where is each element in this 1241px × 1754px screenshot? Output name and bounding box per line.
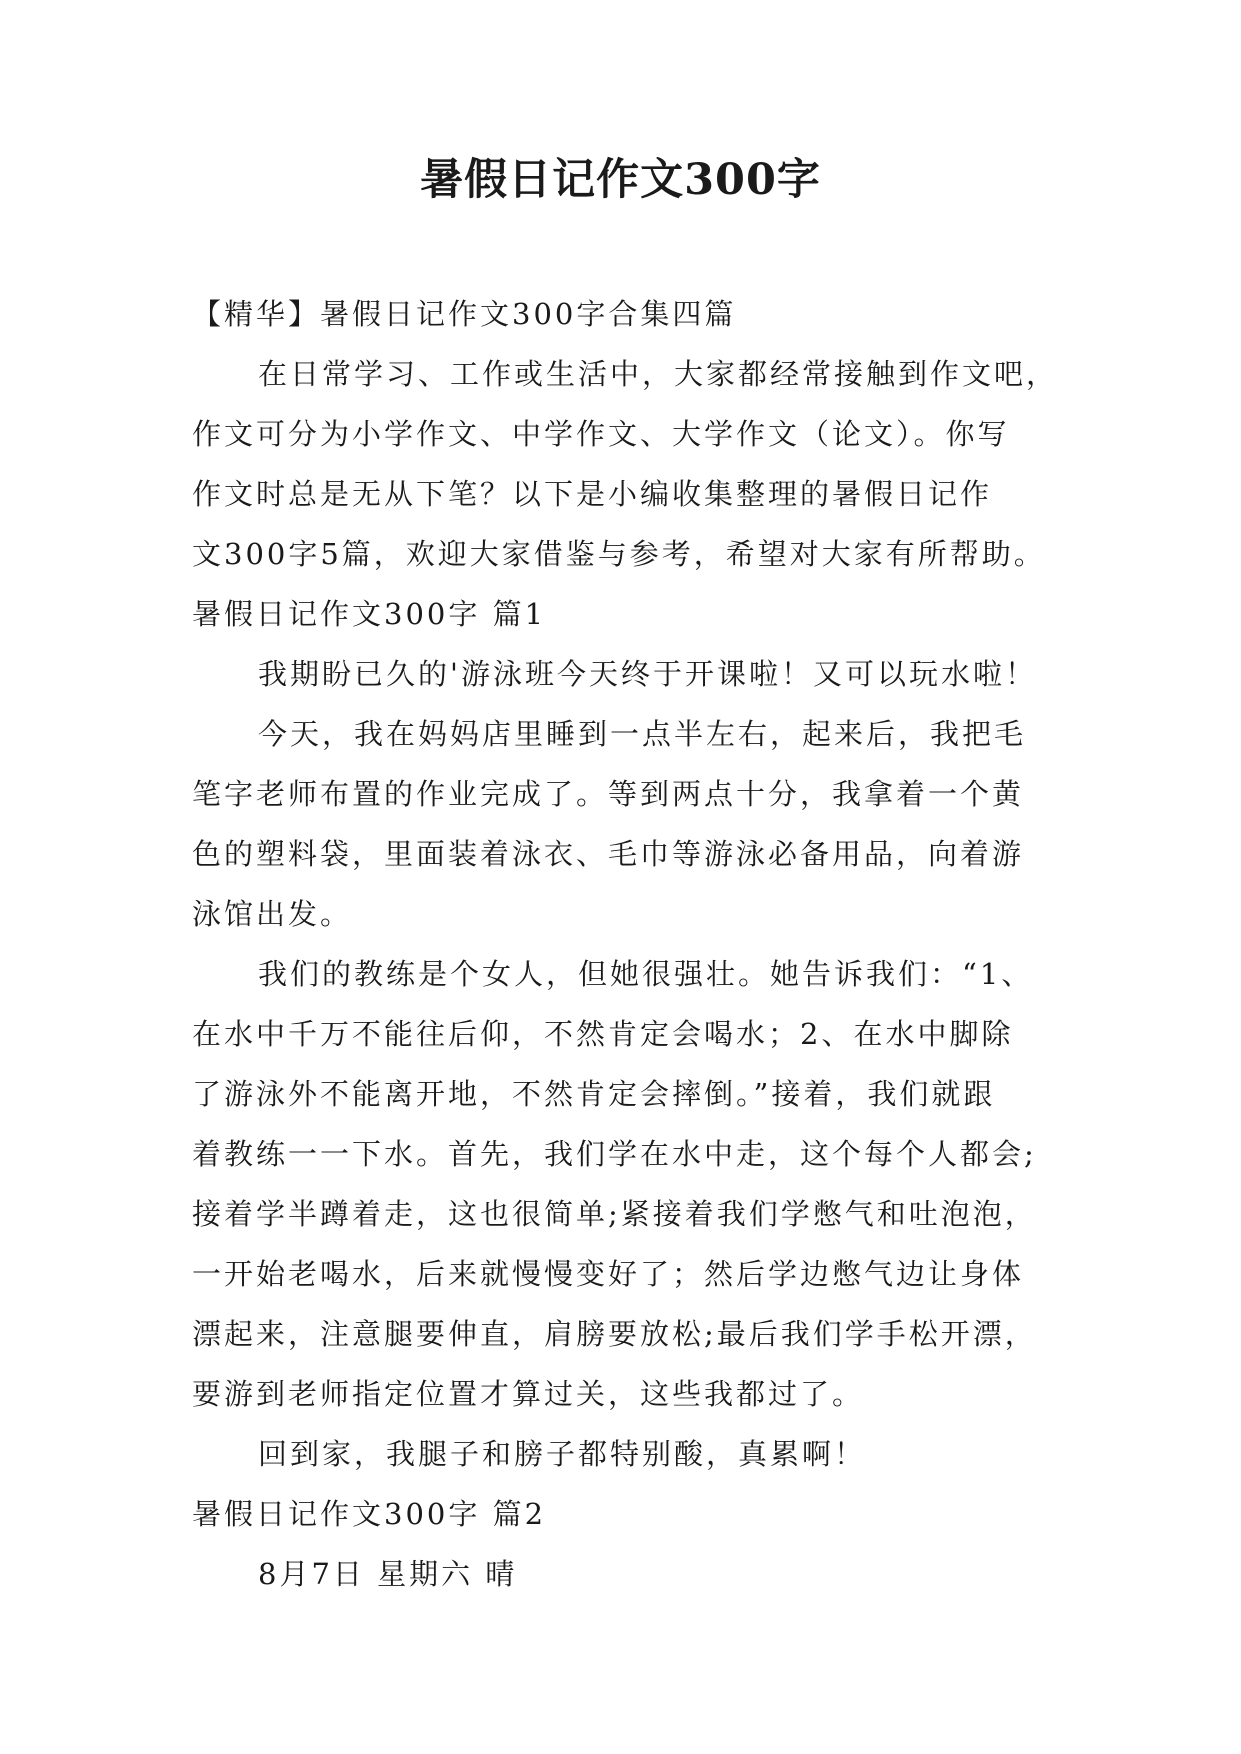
paragraph-line: 接着学半蹲着走，这也很简单;紧接着我们学憋气和吐泡泡，	[192, 1197, 1037, 1231]
paragraph-line: 我期盼已久的'游泳班今天终于开课啦！又可以玩水啦！	[258, 657, 1037, 691]
section-heading-2: 暑假日记作文300字 篇2	[192, 1497, 547, 1531]
paragraph-line: 作文可分为小学作文、中学作文、大学作文（论文）。你写	[192, 417, 1010, 451]
document-title: 暑假日记作文300字	[420, 155, 821, 205]
paragraph-line: 要游到老师指定位置才算过关，这些我都过了。	[192, 1377, 865, 1411]
document-body	[192, 284, 1062, 1604]
paragraph-line: 一开始老喝水，后来就慢慢变好了；然后学边憋气边让身体	[192, 1257, 1025, 1291]
paragraph-line: 我们的教练是个女人，但她很强壮。她告诉我们：“1、	[258, 957, 1034, 991]
paragraph-line: 在日常学习、工作或生活中，大家都经常接触到作文吧，	[258, 357, 1059, 391]
paragraph-line: 文300字5篇，欢迎大家借鉴与参考，希望对大家有所帮助。	[192, 537, 1046, 571]
paragraph-line: 着教练一一下水。首先，我们学在水中走，这个每个人都会;	[192, 1137, 1037, 1171]
paragraph-line: 在水中千万不能往后仰，不然肯定会喝水；2、在水中脚除	[192, 1017, 1014, 1051]
paragraph-line: 了游泳外不能离开地，不然肯定会摔倒。”接着，我们就跟	[192, 1077, 996, 1111]
paragraph-line: 回到家，我腿子和膀子都特别酸，真累啊！	[258, 1437, 867, 1471]
intro-heading-line: 【精华】暑假日记作文300字合集四篇	[192, 297, 737, 331]
diary-date-line: 8月7日 星期六 晴	[258, 1557, 518, 1591]
section-heading-1: 暑假日记作文300字 篇1	[192, 597, 547, 631]
paragraph-line: 今天，我在妈妈店里睡到一点半左右，起来后，我把毛	[258, 717, 1027, 751]
paragraph-line: 色的塑料袋，里面装着泳衣、毛巾等游泳必备用品，向着游	[192, 837, 1025, 871]
paragraph-line: 作文时总是无从下笔？以下是小编收集整理的暑假日记作	[192, 477, 993, 511]
paragraph-line: 漂起来，注意腿要伸直，肩膀要放松;最后我们学手松开漂，	[192, 1317, 1037, 1351]
paragraph-line: 笔字老师布置的作业完成了。等到两点十分，我拿着一个黄	[192, 777, 1025, 811]
paragraph-line: 泳馆出发。	[192, 897, 353, 931]
